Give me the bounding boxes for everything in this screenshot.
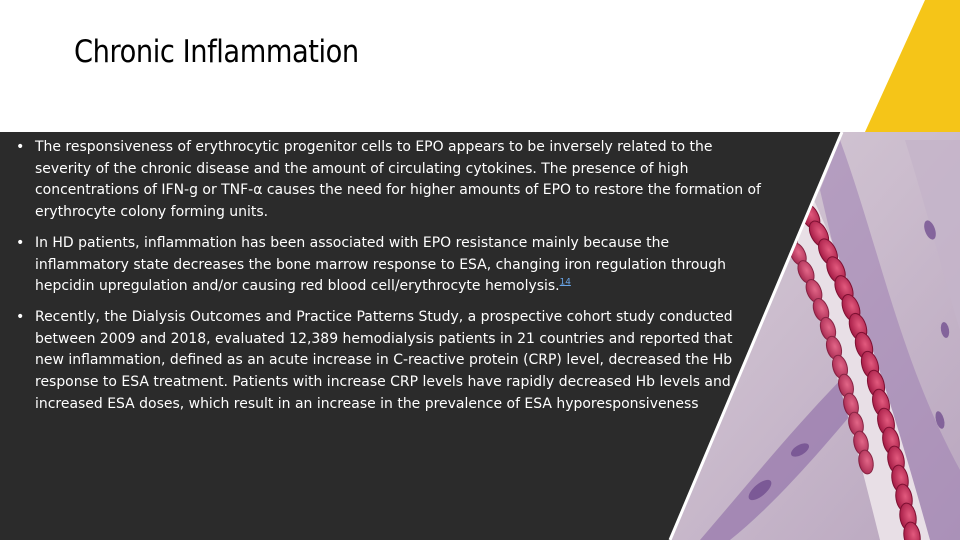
bullet-glyph: • — [16, 308, 25, 325]
bullet-item — [14, 233, 774, 298]
bullet-glyph: • — [16, 234, 25, 251]
bullet-item — [14, 137, 774, 224]
bullet-list — [14, 137, 774, 424]
bullet-text — [35, 233, 763, 298]
bullet-text-body: In HD patients, inflammation has been associated with EPO resistance mainly because the inflammatory state decreases the bone marrow response to ESA, changing iron regulation through hepcidin upregulation and/or causing red blood cell/erythrocyte hemolysis. — [35, 234, 726, 295]
bullet-item — [14, 307, 774, 416]
reference-link[interactable]: 14 — [559, 277, 571, 288]
slide-title: Chronic Inflammation — [74, 34, 359, 70]
bullet-text: The responsiveness of erythrocytic progenitor cells to EPO appears to be inversely related to the severity of the chronic disease and the amount of circulating cytokines. The presence of high concentrations of IFN-g or TNF-α causes the need for higher amounts of EPO to restore the formation of erythrocyte colony forming units. — [35, 139, 761, 221]
bullet-glyph: • — [16, 139, 25, 155]
bullet-text: Recently, the Dialysis Outcomes and Practice Patterns Study, a prospective cohort study conducted between 2009 and 2018, evaluated 12,389 hemodialysis patients in 21 countries and reported that new inflammation, defined as an acute increase in C-reactive protein (CRP) level, decreased the Hb response to ESA treatment. Patients with increase CRP levels have rapidly decreased Hb levels and increased ESA doses, which result in an increase in the prevalence of ESA hyporesponsiveness — [35, 308, 733, 412]
